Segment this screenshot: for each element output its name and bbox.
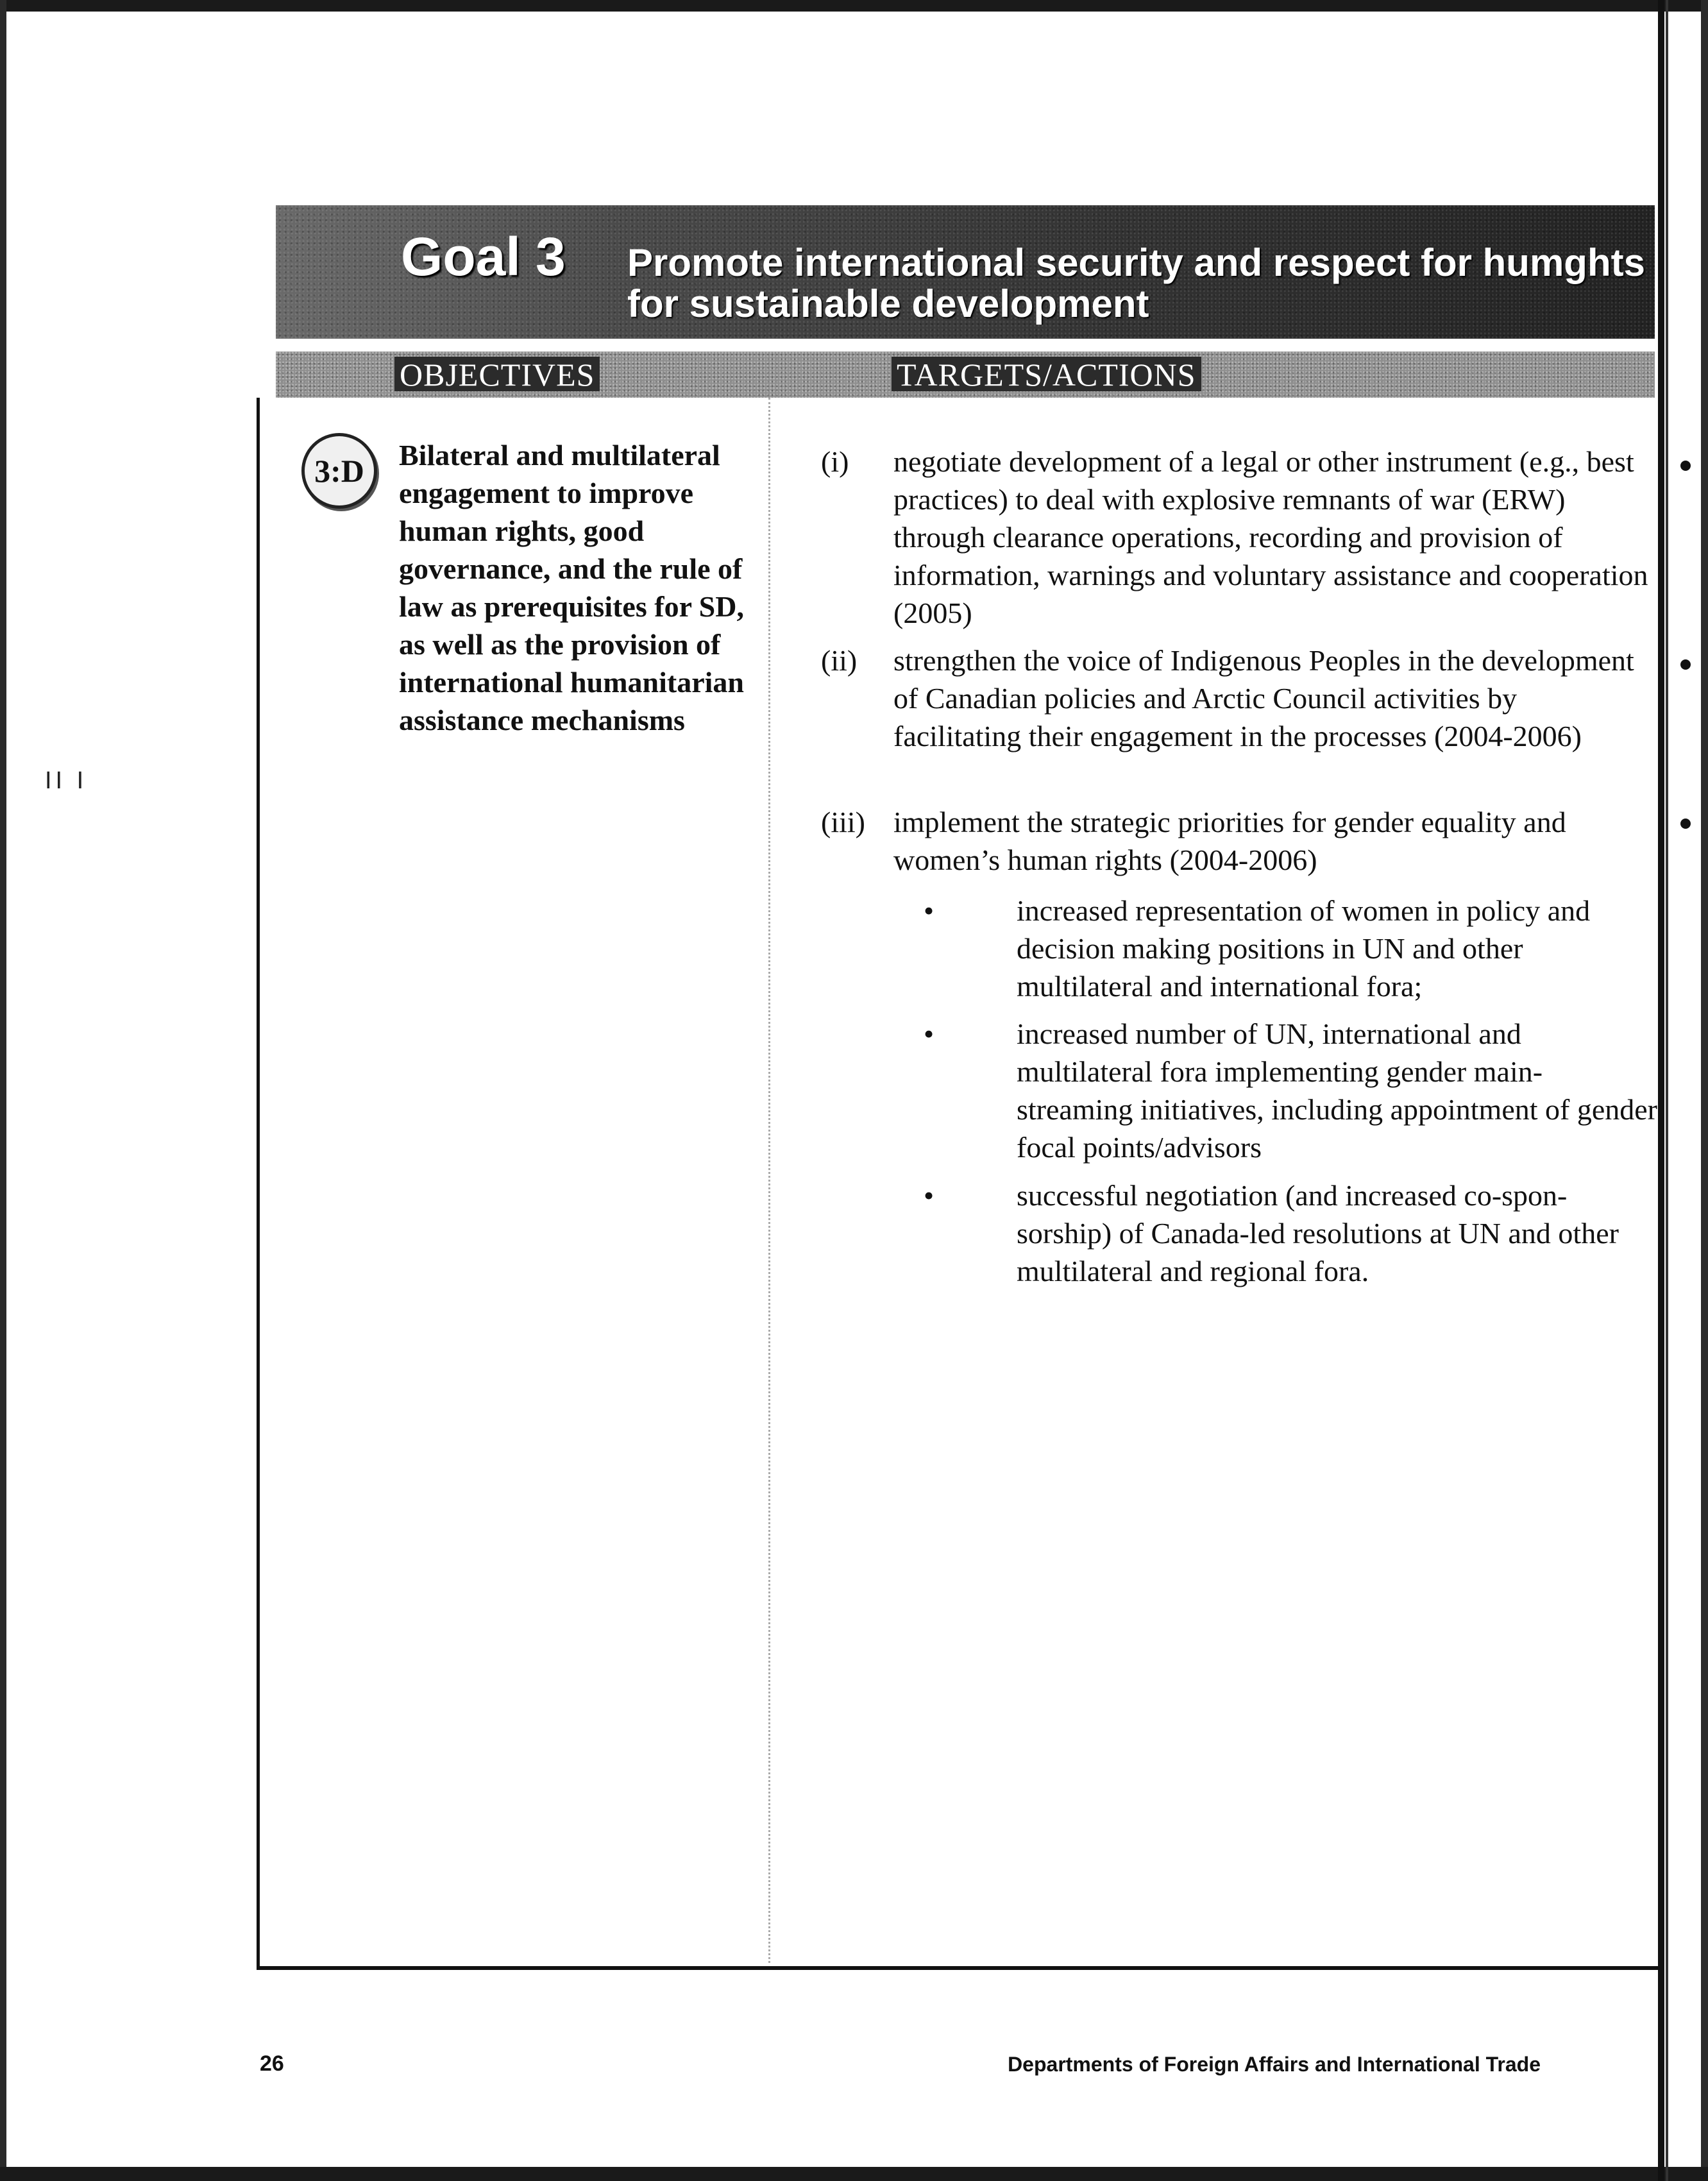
targets-header: TARGETS/ACTIONS	[892, 357, 1201, 391]
bullet-icon: •	[924, 894, 934, 927]
margin-mark: II I	[45, 767, 88, 794]
next-page-bullet	[1680, 659, 1691, 670]
bullet-text: successful negotiation (and increased co-spon-sorship) of Canada-led resolutions at UN and other multilateral and regional fora.	[1017, 1179, 1619, 1287]
scan-border-top	[0, 0, 1708, 12]
target-text: implement the strategic priorities for gender equality and women’s human rights (2004-2006)	[893, 806, 1566, 876]
goal-title-line2: for sustainable development	[627, 282, 1149, 325]
next-page-rule	[1666, 0, 1668, 2181]
goal-title	[627, 242, 1666, 325]
page-number: 26	[260, 2051, 284, 2076]
next-page-bullet	[1680, 819, 1691, 829]
scan-border-bottom	[0, 2167, 1708, 2181]
target-number: (ii)	[821, 644, 858, 677]
goal-label: Goal 3	[401, 226, 566, 287]
scan-border-left	[0, 0, 6, 2181]
target-text: negotiate development of a legal or other instrument (e.g., best practices) to deal with explosive remnants of war (ERW) through clearance operations, recording and provision of information, warnings and voluntary assistance and cooperation (2005)	[893, 445, 1648, 629]
footer-department: Departments of Foreign Affairs and International Trade	[1008, 2053, 1541, 2076]
bullet-text: increased representation of women in policy and decision making positions in UN and other multilateral and international fora;	[1017, 894, 1591, 1003]
bullet-text: increased number of UN, international and multilateral fora implementing gender main-streaming initiatives, including appointment of gender focal points/advisors	[1017, 1017, 1657, 1164]
objectives-header: OBJECTIVES	[394, 357, 600, 391]
goal-title-line1: Promote international security and respect for humghts	[627, 242, 1645, 284]
next-page-binding-edge	[1658, 0, 1664, 2181]
target-number: (i)	[821, 445, 849, 478]
objective-text: Bilateral and multilateral engagement to improve human rights, good governance, and the rule of law as prerequisites for SD, as well as the provision of international humanitarian assistance mechanisms	[399, 439, 745, 736]
bullet-icon: •	[924, 1179, 934, 1212]
target-text: strengthen the voice of Indigenous Peoples in the development of Canadian policies and Arctic Council activities by facilitating their engagement in the processes (2004-2006)	[893, 644, 1634, 752]
target-number: (iii)	[821, 806, 865, 838]
objective-badge: 3:D	[301, 433, 377, 509]
bullet-icon: •	[924, 1017, 934, 1050]
next-page-bullet	[1680, 461, 1691, 471]
scan-border-right	[1701, 0, 1708, 2181]
